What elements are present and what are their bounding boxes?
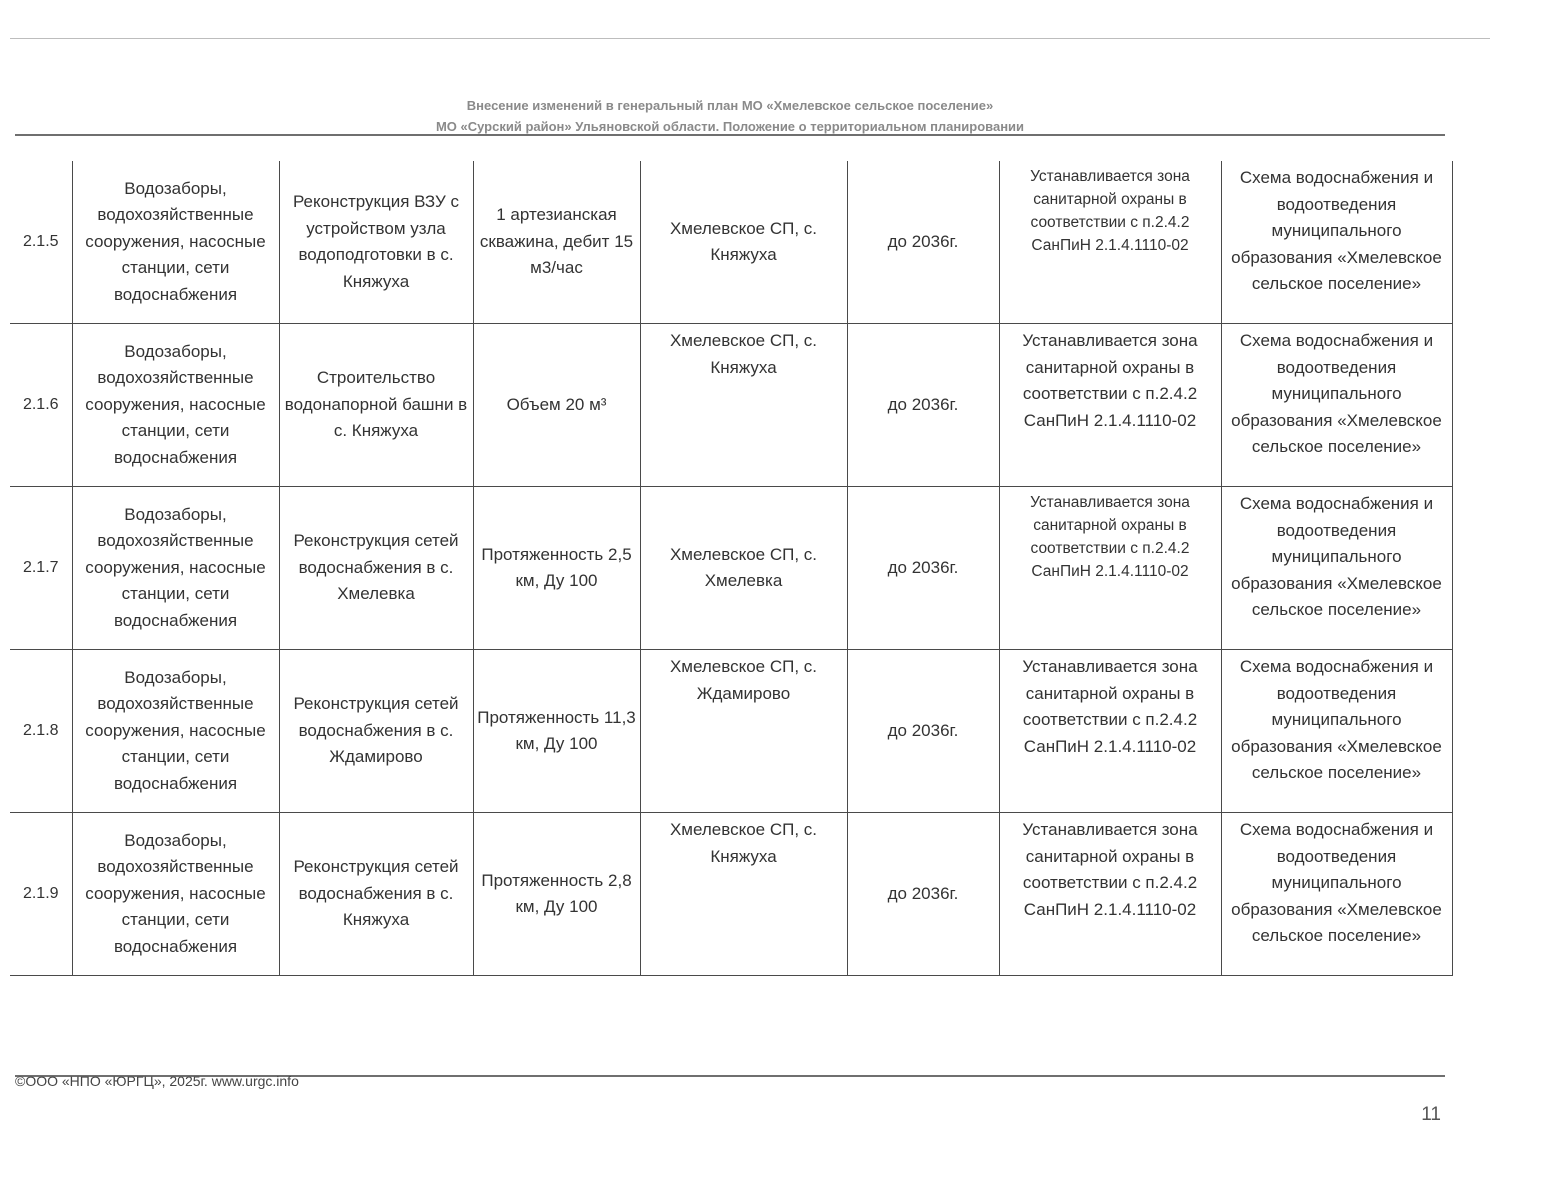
page-number: 11 xyxy=(1421,1104,1441,1125)
work-description: Реконструкция сетей водоснабжения в с. Ждамирово xyxy=(279,650,473,813)
object-location: Хмелевское СП, с. Княжуха xyxy=(640,161,847,324)
object-parameters: Протяженность 2,5 км, Ду 100 xyxy=(473,487,640,650)
footer-copyright: ©ООО «НПО «ЮРГЦ», 2025г. www.urgc.info xyxy=(15,1073,299,1089)
table-row xyxy=(10,650,1452,813)
object-parameters: Протяженность 2,8 км, Ду 100 xyxy=(473,813,640,976)
table-row xyxy=(10,161,1452,324)
row-number: 2.1.7 xyxy=(10,487,72,650)
work-description: Реконструкция сетей водоснабжения в с. Хмелевка xyxy=(279,487,473,650)
object-type: Водозаборы, водохозяйственные сооружения, насосные станции, сети водоснабжения xyxy=(72,324,279,487)
object-parameters: 1 артезианская скважина, дебит 15 м3/час xyxy=(473,161,640,324)
work-description: Реконструкция ВЗУ с устройством узла водоподготовки в с. Княжуха xyxy=(279,161,473,324)
basis-document: Схема водоснабжения и водоотведения муниципального образования «Хмелевское сельское поселение» xyxy=(1221,487,1452,650)
row-number: 2.1.5 xyxy=(10,161,72,324)
object-location: Хмелевское СП, с. Княжуха xyxy=(640,324,847,487)
header-line-1: Внесение изменений в генеральный план МО «Хмелевское сельское поселение» xyxy=(466,98,994,113)
header-divider xyxy=(15,134,1445,136)
object-type: Водозаборы, водохозяйственные сооружения, насосные станции, сети водоснабжения xyxy=(72,650,279,813)
implementation-term: до 2036г. xyxy=(847,650,999,813)
object-location: Хмелевское СП, с. Княжуха xyxy=(640,813,847,976)
object-location: Хмелевское СП, с. Ждамирово xyxy=(640,650,847,813)
object-type: Водозаборы, водохозяйственные сооружения, насосные станции, сети водоснабжения xyxy=(72,487,279,650)
implementation-term: до 2036г. xyxy=(847,813,999,976)
basis-document: Схема водоснабжения и водоотведения муниципального образования «Хмелевское сельское поселение» xyxy=(1221,650,1452,813)
basis-document: Схема водоснабжения и водоотведения муниципального образования «Хмелевское сельское поселение» xyxy=(1221,324,1452,487)
object-parameters: Протяженность 11,3 км, Ду 100 xyxy=(473,650,640,813)
sanitary-zone: Устанавливается зона санитарной охраны в соответствии с п.2.4.2 СанПиН 2.1.4.1110-02 xyxy=(999,161,1221,324)
basis-document: Схема водоснабжения и водоотведения муниципального образования «Хмелевское сельское поселение» xyxy=(1221,813,1452,976)
work-description: Реконструкция сетей водоснабжения в с. Княжуха xyxy=(279,813,473,976)
document-header xyxy=(15,95,1445,137)
implementation-term: до 2036г. xyxy=(847,324,999,487)
table-row xyxy=(10,487,1452,650)
table-row xyxy=(10,813,1452,976)
implementation-term: до 2036г. xyxy=(847,487,999,650)
basis-document: Схема водоснабжения и водоотведения муниципального образования «Хмелевское сельское поселение» xyxy=(1221,161,1452,324)
object-type: Водозаборы, водохозяйственные сооружения, насосные станции, сети водоснабжения xyxy=(72,813,279,976)
sanitary-zone: Устанавливается зона санитарной охраны в соответствии с п.2.4.2 СанПиН 2.1.4.1110-02 xyxy=(999,650,1221,813)
scan-edge-line xyxy=(10,38,1490,39)
sanitary-zone: Устанавливается зона санитарной охраны в соответствии с п.2.4.2 СанПиН 2.1.4.1110-02 xyxy=(999,813,1221,976)
object-type: Водозаборы, водохозяйственные сооружения, насосные станции, сети водоснабжения xyxy=(72,161,279,324)
implementation-term: до 2036г. xyxy=(847,161,999,324)
header-line-2: МО «Сурский район» Ульяновской области. Положение о территориальном планировании xyxy=(435,119,1025,134)
object-location: Хмелевское СП, с. Хмелевка xyxy=(640,487,847,650)
sanitary-zone: Устанавливается зона санитарной охраны в соответствии с п.2.4.2 СанПиН 2.1.4.1110-02 xyxy=(999,487,1221,650)
sanitary-zone: Устанавливается зона санитарной охраны в соответствии с п.2.4.2 СанПиН 2.1.4.1110-02 xyxy=(999,324,1221,487)
row-number: 2.1.6 xyxy=(10,324,72,487)
object-parameters: Объем 20 м³ xyxy=(473,324,640,487)
planning-table xyxy=(10,161,1453,976)
table-row xyxy=(10,324,1452,487)
work-description: Строительство водонапорной башни в с. Княжуха xyxy=(279,324,473,487)
row-number: 2.1.9 xyxy=(10,813,72,976)
row-number: 2.1.8 xyxy=(10,650,72,813)
